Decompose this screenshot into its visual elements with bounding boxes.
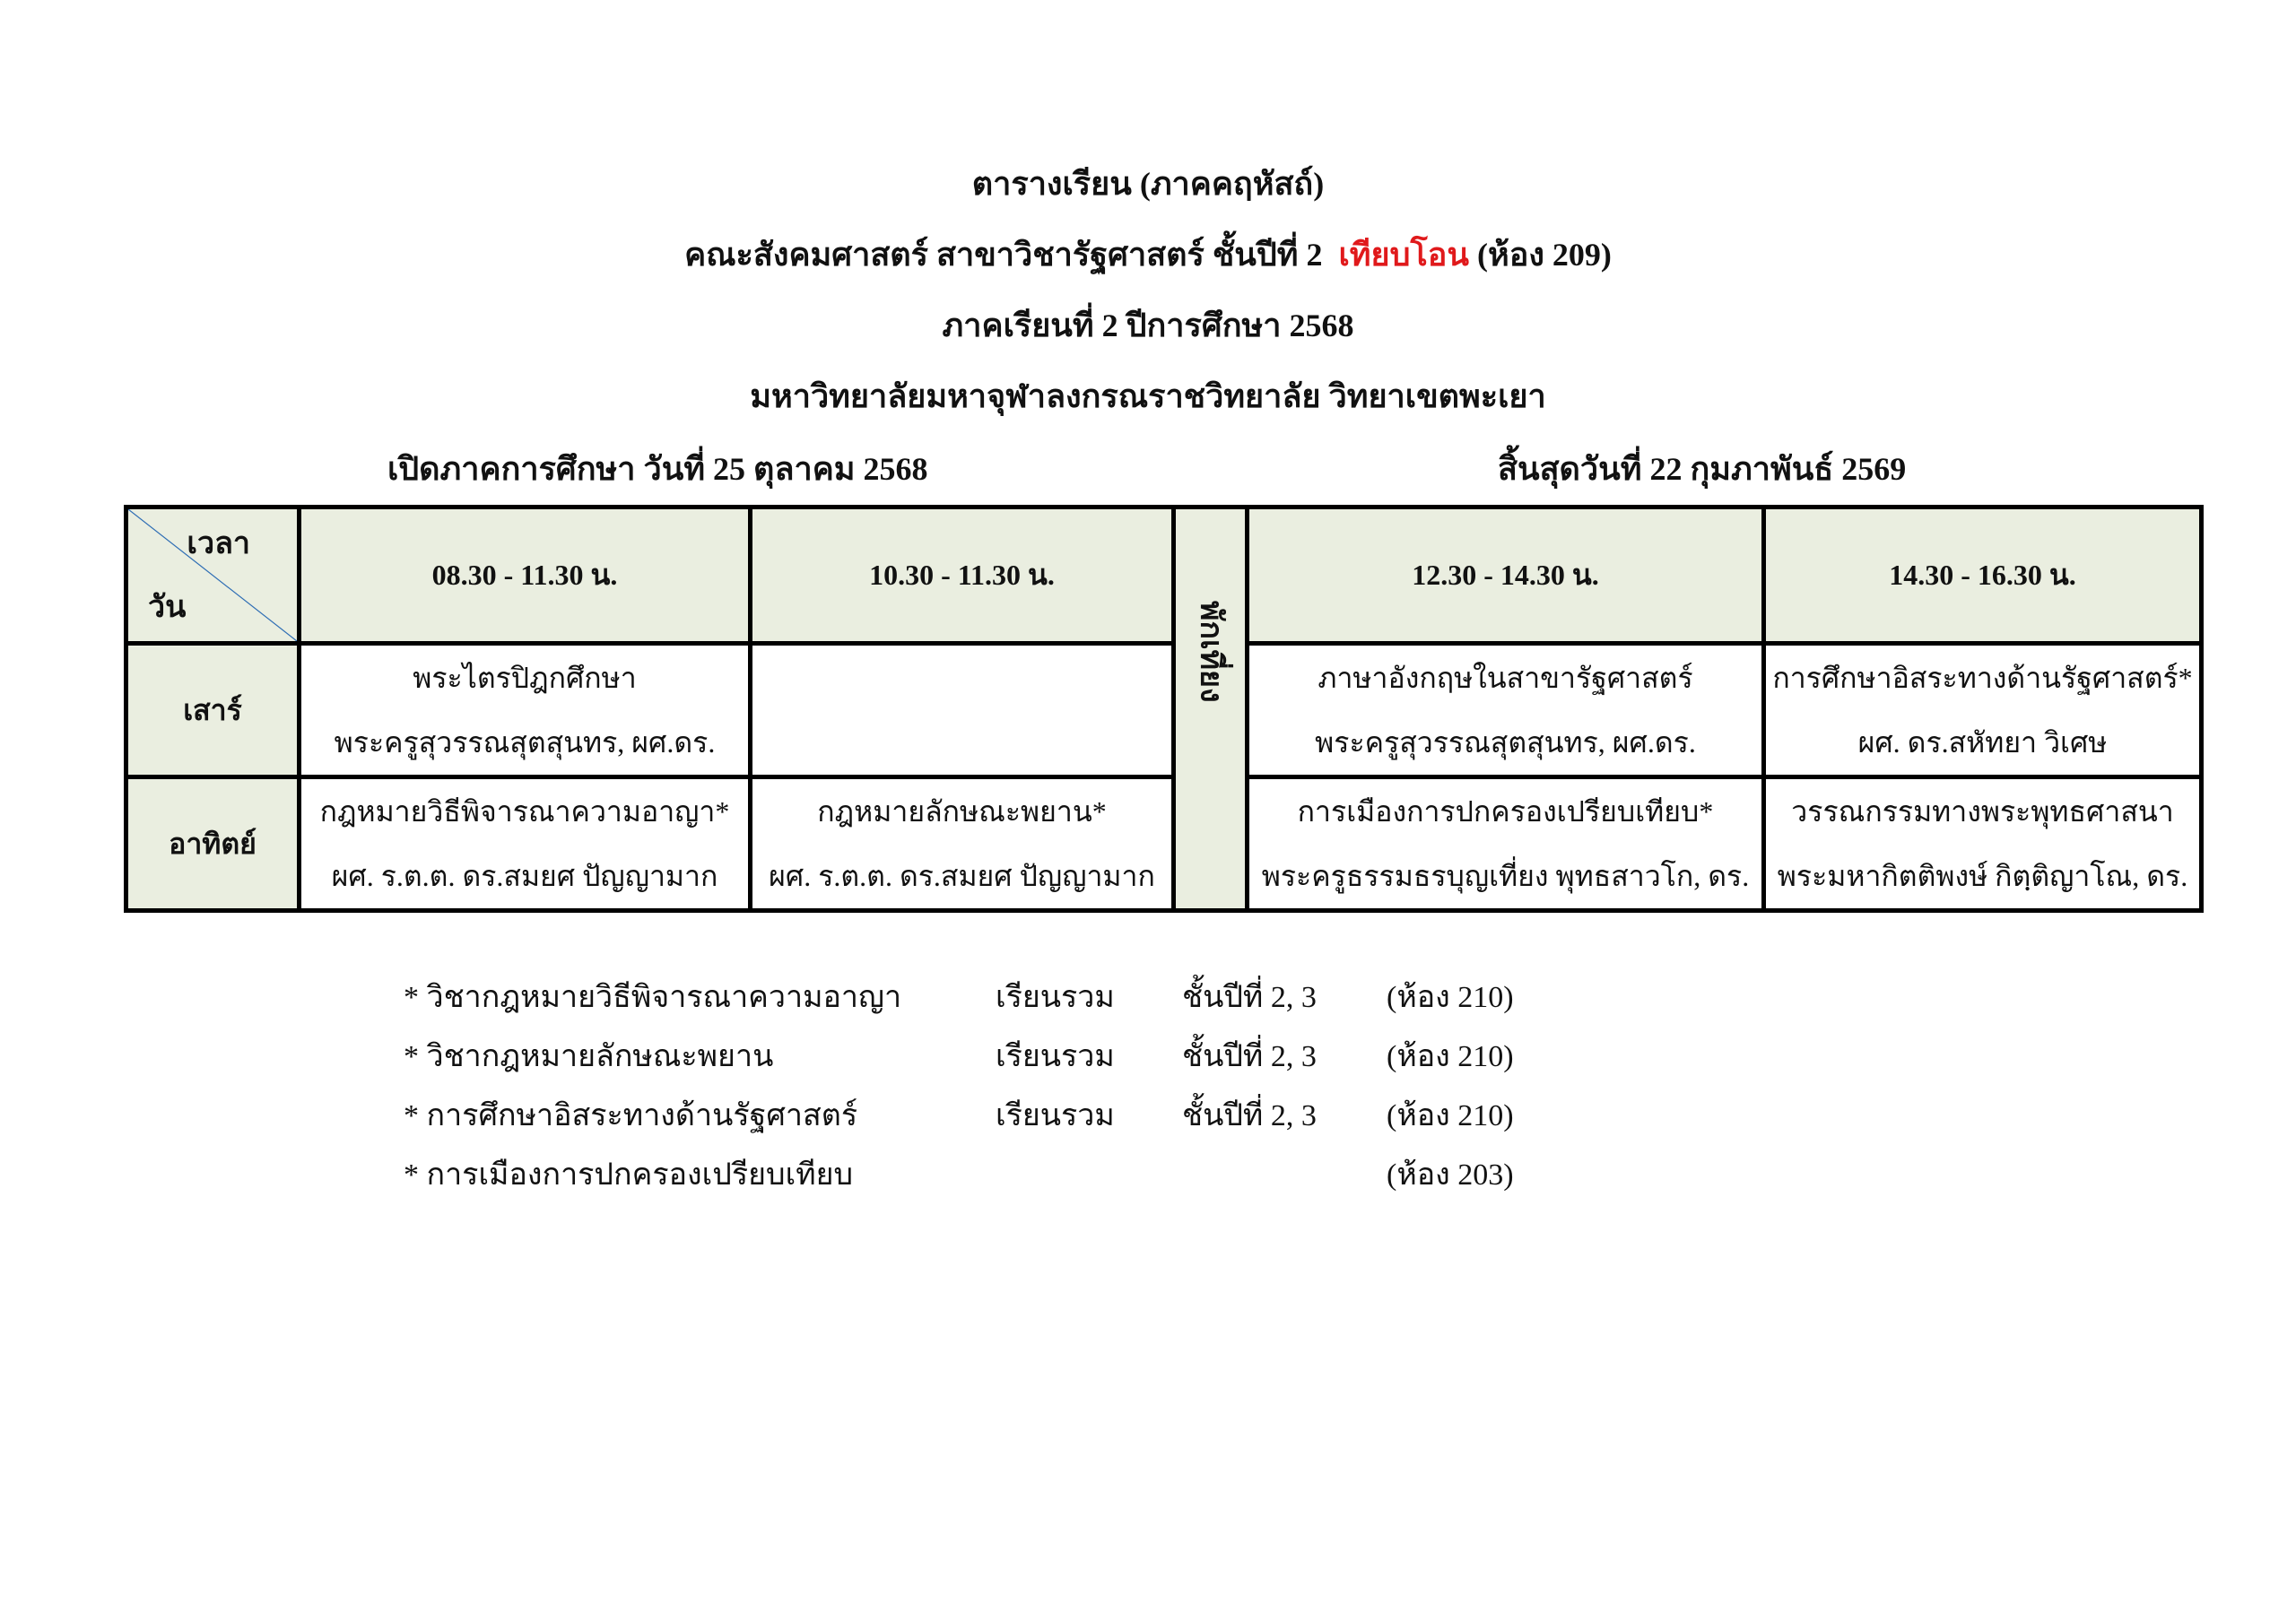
note-subject: * วิชากฎหมายลักษณะพยาน bbox=[404, 1040, 774, 1073]
semester-line: ภาคเรียนที่ 2 ปีการศึกษา 2568 bbox=[942, 308, 1354, 343]
class-cell bbox=[1248, 644, 1764, 777]
class-cell bbox=[300, 644, 751, 777]
table-row-saturday bbox=[126, 644, 2202, 777]
note-room: (ห้อง 203) bbox=[1387, 1158, 1514, 1192]
subject-name: วรรณกรรมทางพระพุทธศาสนา bbox=[1791, 795, 2174, 828]
note-years: ชั้นปีที่ 2, 3 bbox=[1182, 981, 1317, 1014]
university-line: มหาวิทยาลัยมหาจุฬาลงกรณราชวิทยาลัย วิทยาเขตพะเยา bbox=[750, 378, 1546, 414]
corner-cell bbox=[126, 507, 300, 644]
list-item bbox=[404, 1087, 1570, 1146]
slot-header-2: 10.30 - 11.30 น. bbox=[751, 507, 1174, 644]
instructor-name: พระครูสุวรรณสุตสุนทร, ผศ.ดร. bbox=[1315, 726, 1696, 759]
note-mode: เรียนรวม bbox=[996, 1040, 1115, 1073]
faculty-line bbox=[0, 235, 2296, 274]
instructor-name: ผศ. ร.ต.ต. ดร.สมยศ ปัญญามาก bbox=[769, 860, 1155, 892]
slot-header-3: 12.30 - 14.30 น. bbox=[1248, 507, 1764, 644]
faculty-program: คณะสังคมศาสตร์ สาขาวิชารัฐศาสตร์ ชั้นปีที่ 2 bbox=[684, 237, 1323, 273]
day-saturday: เสาร์ bbox=[126, 644, 300, 777]
day-sunday: อาทิตย์ bbox=[126, 777, 300, 911]
note-years: ชั้นปีที่ 2, 3 bbox=[1182, 1040, 1317, 1073]
subject-name: การศึกษาอิสระทางด้านรัฐศาสตร์* bbox=[1772, 662, 2193, 694]
list-item bbox=[404, 1028, 1570, 1087]
note-room: (ห้อง 210) bbox=[1387, 981, 1514, 1014]
subject-name: กฎหมายลักษณะพยาน* bbox=[817, 795, 1107, 828]
footnotes bbox=[404, 968, 1570, 1205]
class-cell bbox=[300, 777, 751, 911]
list-item bbox=[404, 1146, 1570, 1205]
instructor-name: พระครูสุวรรณสุตสุนทร, ผศ.ดร. bbox=[334, 726, 716, 759]
note-subject: * วิชากฎหมายวิธีพิจารณาความอาญา bbox=[404, 981, 902, 1014]
class-cell bbox=[751, 777, 1174, 911]
note-room: (ห้อง 210) bbox=[1387, 1099, 1514, 1132]
subject-name: กฎหมายวิธีพิจารณาความอาญา* bbox=[319, 795, 730, 828]
note-mode: เรียนรวม bbox=[996, 981, 1115, 1014]
instructor-name: พระมหากิตติพงษ์ กิตฺติญาโณ, ดร. bbox=[1777, 860, 2188, 892]
corner-day-label: วัน bbox=[148, 591, 187, 624]
instructor-name: พระครูธรรมธรบุญเที่ยง พุทธสาวโก, ดร. bbox=[1261, 860, 1750, 892]
note-subject: * การเมืองการปกครองเปรียบเทียบ bbox=[404, 1158, 854, 1192]
subject-name: การเมืองการปกครองเปรียบเทียบ* bbox=[1297, 795, 1714, 828]
slot-header-4: 14.30 - 16.30 น. bbox=[1764, 507, 2202, 644]
lunch-break-label: พักเที่ยง bbox=[1194, 600, 1228, 703]
subject-name: พระไตรปิฎกศึกษา bbox=[413, 662, 637, 694]
slot-header-1: 08.30 - 11.30 น. bbox=[300, 507, 751, 644]
note-mode: เรียนรวม bbox=[996, 1099, 1115, 1132]
schedule-table bbox=[124, 505, 2204, 913]
lunch-break-column bbox=[1174, 507, 1248, 911]
note-years: ชั้นปีที่ 2, 3 bbox=[1182, 1099, 1317, 1132]
list-item bbox=[404, 968, 1570, 1028]
end-date: สิ้นสุดวันที่ 22 กุมภาพันธ์ 2569 bbox=[1498, 451, 1907, 487]
header-row bbox=[126, 507, 2202, 644]
subject-name: ภาษาอังกฤษในสาขารัฐศาสตร์ bbox=[1318, 662, 1693, 694]
table-row-sunday bbox=[126, 777, 2202, 911]
class-cell bbox=[1248, 777, 1764, 911]
note-subject: * การศึกษาอิสระทางด้านรัฐศาสตร์ bbox=[404, 1099, 858, 1132]
note-room: (ห้อง 210) bbox=[1387, 1040, 1514, 1073]
class-cell bbox=[1764, 644, 2202, 777]
class-cell bbox=[1764, 777, 2202, 911]
class-cell-empty bbox=[751, 644, 1174, 777]
corner-time-label: เวลา bbox=[187, 527, 250, 560]
faculty-room: (ห้อง 209) bbox=[1477, 237, 1612, 273]
schedule-title: ตารางเรียน (ภาคคฤหัสถ์) bbox=[971, 166, 1325, 202]
instructor-name: ผศ. ดร.สหัทยา วิเศษ bbox=[1857, 726, 2108, 759]
transfer-highlight: เทียบโอน bbox=[1338, 237, 1470, 273]
open-date: เปิดภาคการศึกษา วันที่ 25 ตุลาคม 2568 bbox=[387, 451, 928, 487]
instructor-name: ผศ. ร.ต.ต. ดร.สมยศ ปัญญามาก bbox=[331, 860, 718, 892]
